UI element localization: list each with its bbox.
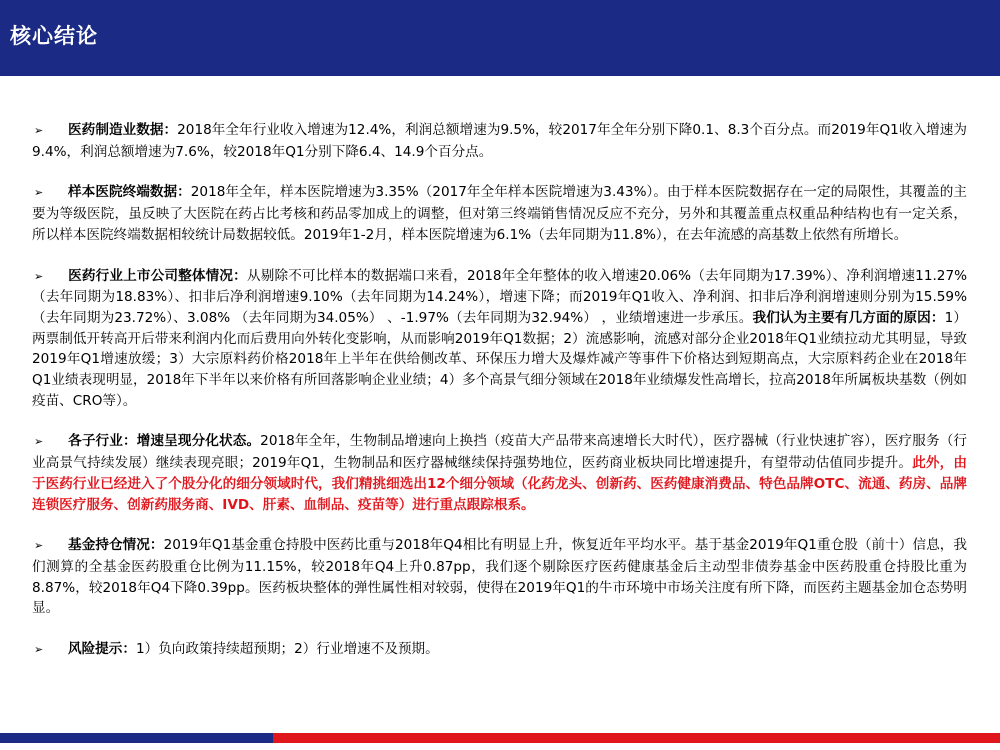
paragraph-label: 医药制造业数据： xyxy=(68,122,178,138)
paragraph-fund-holdings xyxy=(32,535,967,619)
paragraph-red-highlight: 此外，由于医药行业已经进入了个股分化的细分领域时代，我们精挑细选出12个细分领域（化药龙头、创新药、医药健康消费品、特色品牌OTC、流通、药房、品牌连锁医疗服务、创新药服务商、IVD、肝素、血制品、疫苗等）进行重点跟踪根系。 xyxy=(32,455,967,513)
paragraph-label: 样本医院终端数据： xyxy=(68,184,191,201)
paragraph-text: 2018年全年行业收入增速为12.4%，利润总额增速为9.5%，较2017年全年分别下降0.1、8.3个百分点。而2019年Q1收入增速为9.4%，利润总额增速为7.6%，较2018年Q1分别下降6.4、14.9个百分点。 xyxy=(32,122,967,160)
arrow-bullet-icon: ➢ xyxy=(34,186,44,200)
paragraph-listed-companies xyxy=(32,266,967,412)
paragraph-emphasis: 我们认为主要有几方面的原因： xyxy=(752,309,945,326)
paragraph-text: 1）负向政策持续超预期；2）行业增速不及预期。 xyxy=(135,641,439,658)
paragraph-label: 基金持仓情况： xyxy=(68,537,164,554)
paragraph-sample-hospital xyxy=(32,182,967,245)
arrow-bullet-icon: ➢ xyxy=(34,643,44,657)
footer-blue-bar xyxy=(0,733,273,743)
paragraph-sub-industries xyxy=(32,431,967,515)
paragraph-text: 2018年全年，生物制品增速向上换挡（疫苗大产品带来高速增长大时代），医疗器械（行业快速扩容），医疗服务（行业高景气持续发展）继续表现亮眼；2019年Q1，生物制品和医疗器械继续保持强势地位，医药商业板块同比增速提升，有望带动估值同步提升。 xyxy=(32,433,968,472)
paragraph-risk xyxy=(32,639,967,661)
header-bar xyxy=(0,0,1000,76)
page-title: 核心结论 xyxy=(10,24,98,48)
paragraph-label: 各子行业：增速呈现分化状态。 xyxy=(68,433,261,450)
paragraph-label: 风险提示： xyxy=(68,641,136,658)
footer-red-bar xyxy=(273,733,1000,743)
footer-stripe xyxy=(0,733,1000,743)
paragraph-manufacturing xyxy=(32,120,967,162)
paragraph-text: 从剔除不可比样本的数据端口来看，2018年全年整体的收入增速20.06%（去年同期为17.39%）、净利润增速11.27%（去年同期为18.83%）、扣非后净利润增速9.10%（去年同期为14.24%），增速下降；而2019年Q1收入、净利润、扣非后净利润增速则分别为15.59%（去年同期为23.72%）、3.08% （去年同期为34.05%） 、-1.97%（去年同期为32.94%） ，业绩增速进一步承压。 xyxy=(32,267,968,326)
arrow-bullet-icon: ➢ xyxy=(34,539,44,553)
conclusion-body xyxy=(32,120,967,681)
arrow-bullet-icon: ➢ xyxy=(34,124,44,137)
arrow-bullet-icon: ➢ xyxy=(34,269,44,283)
paragraph-text-continued: 1）两票制低开转高开后带来利润内化而后费用向外转化变影响，从而影响2019年Q1数据；2）流感影响，流感对部分企业2018年Q1业绩拉动尤其明显，导致2019年Q1增速放缓；3）大宗原料药价格2018年上半年在供给侧改革、环保压力增大及爆炸减产等事件下价格达到短期高点，大宗原料药企业在2018年Q1业绩表现明显，2018年下半年以来价格有所回落影响企业业绩；4）多个高景气细分领域在2018年业绩爆发性高增长，拉高2018年所属板块基数（例如疫苗、CRO等）。 xyxy=(32,309,968,409)
paragraph-text: 2019年Q1基金重仓持股中医药比重与2018年Q4相比有明显上升，恢复近年平均水平。基于基金2019年Q1重仓股（前十）信息，我们测算的全基金医药股重仓比例为11.15%，较2018年Q4上升0.87pp，我们逐个剔除医疗医药健康基金后主动型非债券基金中医药股重仓持股比重为8.87%，较2018年Q4下降0.39pp。医药板块整体的弹性属性相对较弱，使得在2019年Q1的牛市环境中市场关注度有所下降，而医药主题基金加仓态势明显。 xyxy=(32,537,968,617)
arrow-bullet-icon: ➢ xyxy=(34,435,44,449)
paragraph-label: 医药行业上市公司整体情况： xyxy=(68,267,247,284)
paragraph-text: 2018年全年，样本医院增速为3.35%（2017年全年样本医院增速为3.43%）。由于样本医院数据存在一定的局限性，其覆盖的主要为等级医院，虽反映了大医院在药占比考核和药品零加成上的调整，但对第三终端销售情况反应不充分，另外和其覆盖重点权重品种结构也有一定关系，所以样本医院终端数据相较统计局数据较低。2019年1-2月，样本医院增速为6.1%（去年同期为11.8%），在去年流感的高基数上依然有所增长。 xyxy=(32,184,967,243)
